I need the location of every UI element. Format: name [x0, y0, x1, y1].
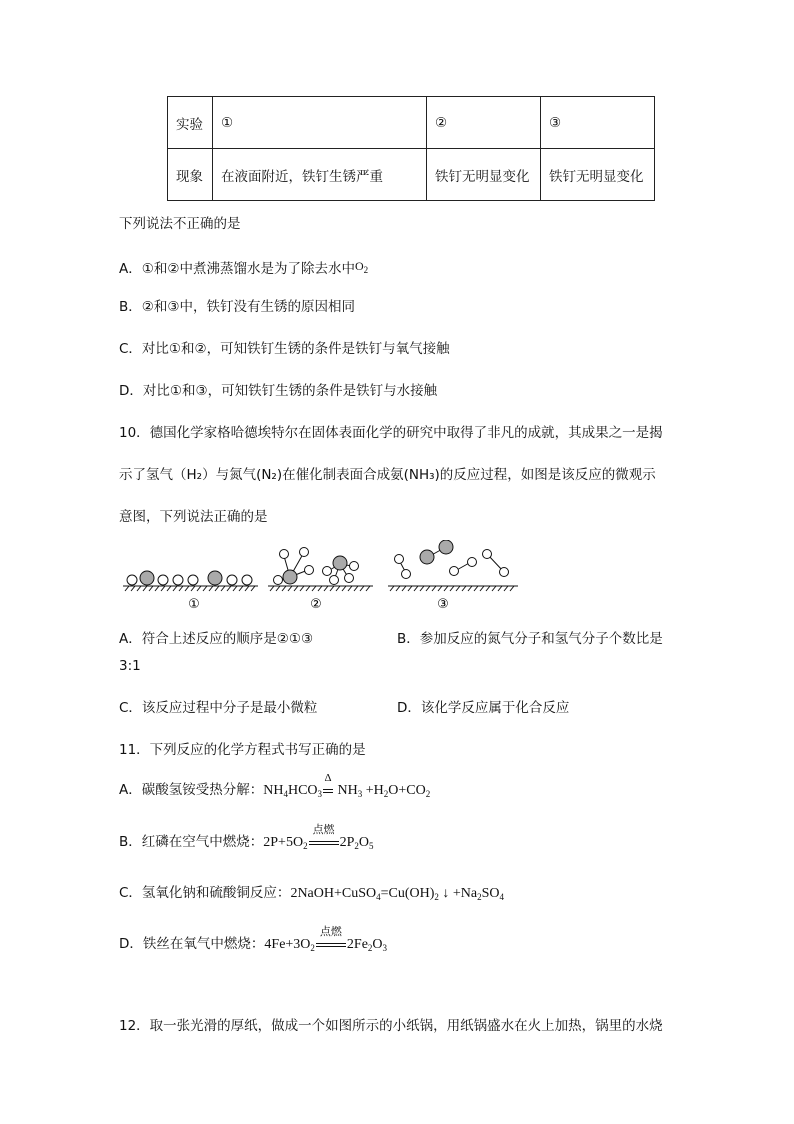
q9-option-a-text: A．①和②中煮沸蒸馏水是为了除去水中	[119, 261, 355, 277]
q12-line-1: 12．取一张光滑的厚纸，做成一个如图所示的小纸锅，用纸锅盛水在火上加热，锅里的水烧	[119, 1018, 663, 1034]
heat-symbol: Δ	[324, 772, 332, 784]
q11-option-a-equation: $NH_4HCO_3$ Δ $NH_3 +H_2O+CO_2$	[263, 783, 430, 798]
fig-label-1: ①	[188, 597, 200, 610]
q11-option-d-equation: $4Fe+3O_2$ 点燃 $2Fe_2O_3$	[264, 937, 387, 952]
q11-option-b-label: B．红磷在空气中燃烧：	[119, 834, 264, 850]
q11-option-a	[119, 772, 431, 800]
table-cell: 铁钉无明显变化	[427, 149, 541, 201]
q10-option-b: B．参加反应的氮气分子和氢气分子个数比是	[397, 631, 663, 647]
surface-panel-1	[123, 586, 258, 591]
table-cell: ②	[427, 97, 541, 149]
table-cell: 实验	[168, 97, 213, 149]
q10-option-d: D．该化学反应属于化合反应	[397, 700, 570, 716]
molecules-panel-3	[395, 540, 509, 579]
q9-option-a	[119, 257, 368, 278]
q11-option-b-equation: $2P+5O_2$ 点燃 $2P_2O_5$	[263, 835, 373, 850]
molecules-panel-1	[127, 571, 252, 585]
table-cell: ③	[541, 97, 655, 149]
q11-option-c	[119, 884, 504, 903]
table-row	[168, 149, 655, 201]
q9-stem: 下列说法不正确的是	[119, 216, 241, 232]
down-arrow: ↓	[442, 886, 450, 901]
fig-label-2: ②	[310, 597, 322, 610]
ignite-condition: 点燃	[312, 824, 335, 836]
q9-option-a-sub: 2	[363, 265, 369, 275]
ignite-condition: 点燃	[319, 926, 342, 938]
q10-line-2: 示了氢气（H₂）与氮气(N₂)在催化制表面合成氨(NH₃)的反应过程，如图是该反应的微观示	[119, 467, 656, 483]
table-cell: ①	[213, 97, 427, 149]
table-cell: 在液面附近，铁钉生锈严重	[213, 149, 427, 201]
q10-option-a: A．符合上述反应的顺序是②①③	[119, 631, 314, 647]
q11-option-c-equation: $2NaOH+CuSO_4=Cu(OH)_2$ ↓ $+Na_2SO_4$	[290, 886, 505, 902]
q9-option-d: D．对比①和③，可知铁钉生锈的条件是铁钉与水接触	[119, 383, 438, 399]
q11-option-c-label: C．氢氧化钠和硫酸铜反应：	[119, 885, 291, 901]
reaction-micro-diagram	[118, 540, 538, 610]
fig-label-3: ③	[437, 597, 449, 610]
molecules-panel-2	[274, 548, 359, 585]
q11-option-b	[119, 824, 374, 852]
q10-option-c: C．该反应过程中分子是最小微粒	[119, 700, 318, 716]
q11-option-d-label: D．铁丝在氧气中燃烧：	[119, 936, 265, 952]
experiment-table	[167, 96, 655, 201]
table-row	[168, 97, 655, 149]
q9-option-a-formula: O	[354, 259, 364, 273]
q10-line-3: 意图，下列说法正确的是	[119, 509, 268, 525]
q9-option-c: C．对比①和②，可知铁钉生锈的条件是铁钉与氧气接触	[119, 341, 450, 357]
q10-line-1: 10．德国化学家格哈德埃特尔在固体表面化学的研究中取得了非凡的成就，其成果之一是揭	[119, 425, 663, 441]
q9-option-b: B．②和③中，铁钉没有生锈的原因相同	[119, 299, 355, 315]
q11-option-d	[119, 926, 388, 954]
q11-stem: 11．下列反应的化学方程式书写正确的是	[119, 742, 366, 758]
surface-panel-2	[268, 586, 373, 591]
q10-option-b-cont: 3:1	[119, 658, 141, 674]
table-cell: 铁钉无明显变化	[541, 149, 655, 201]
q11-option-a-label: A．碳酸氢铵受热分解：	[119, 782, 264, 798]
surface-panel-3	[388, 586, 518, 591]
table-cell: 现象	[168, 149, 213, 201]
